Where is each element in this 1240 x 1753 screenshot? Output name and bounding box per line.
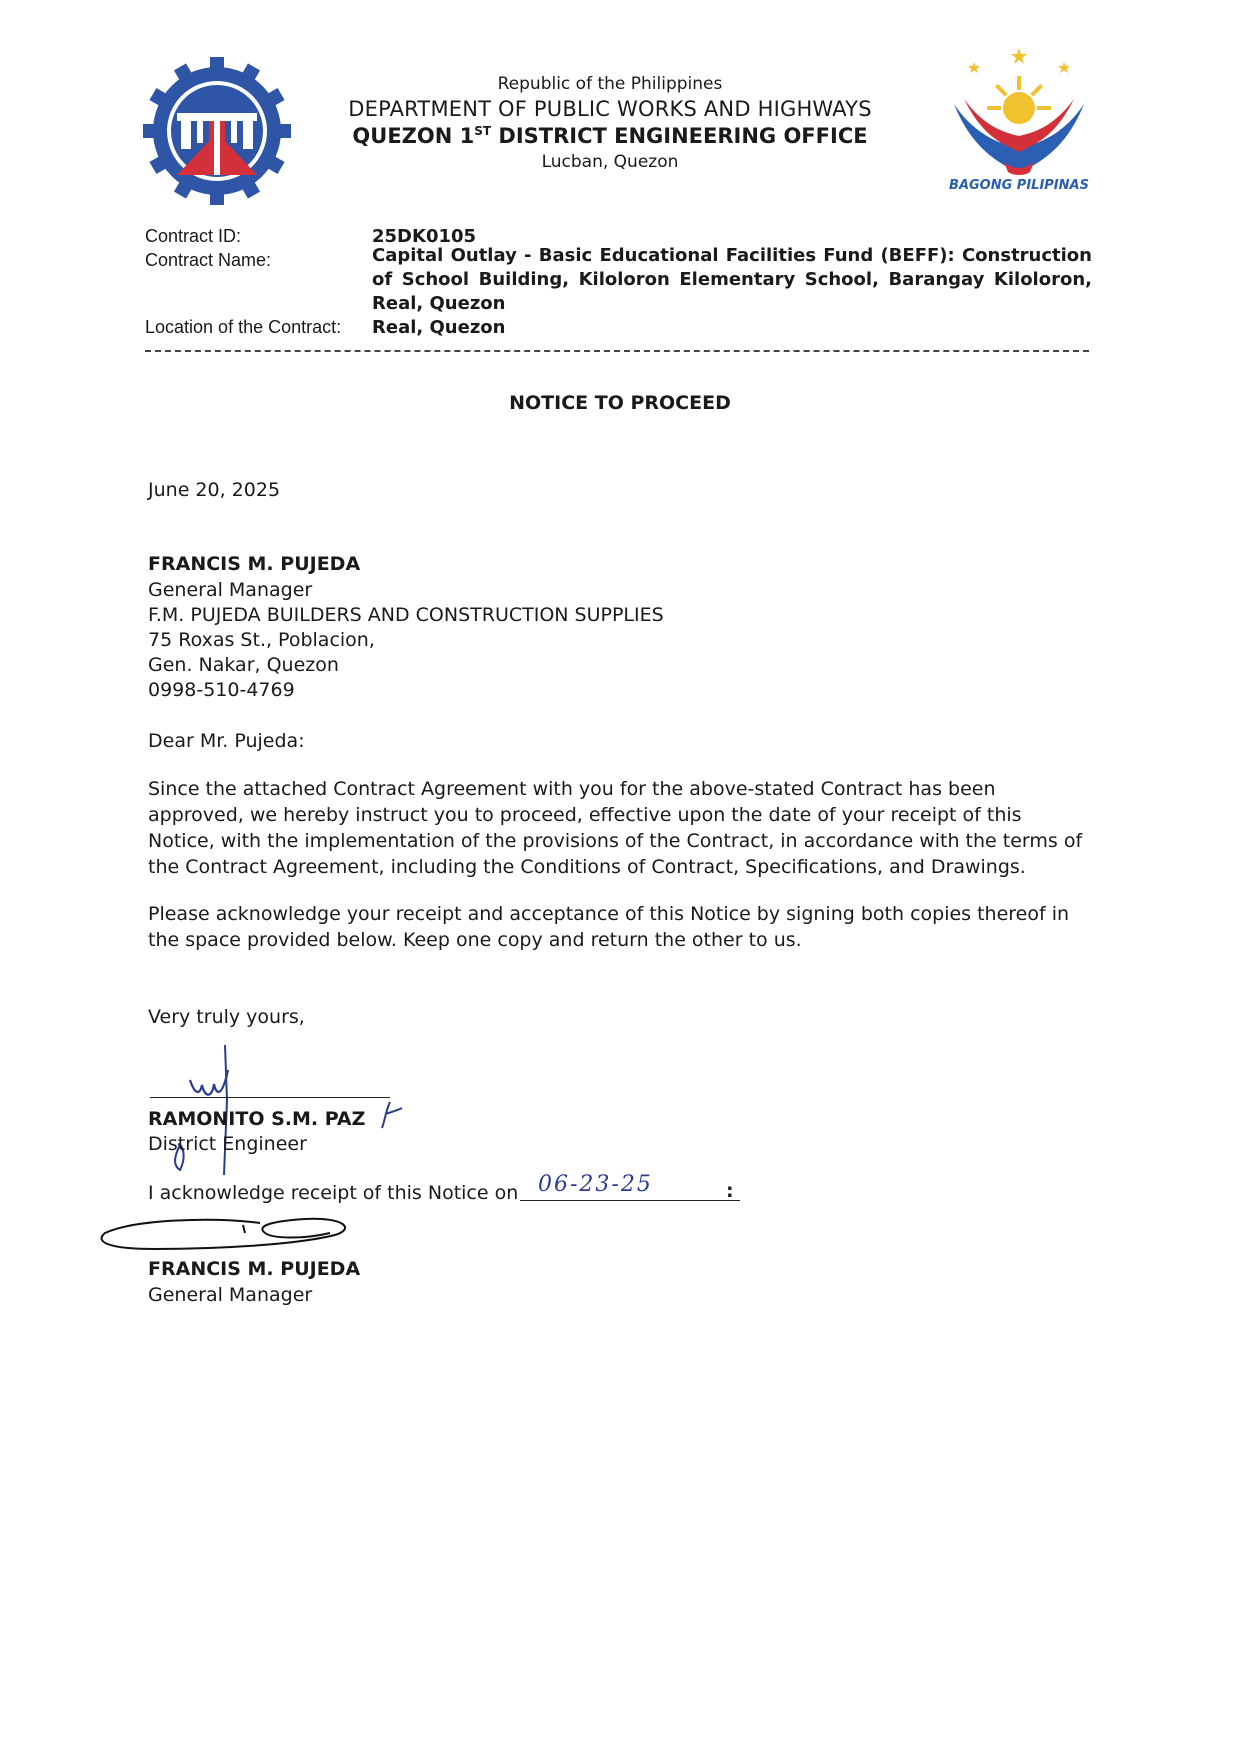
- body-paragraph-2: Please acknowledge your receipt and acceptance of this Notice by signing both copies thereof in the space provided below. Keep one copy and return the other to us.: [148, 903, 1070, 951]
- contract-name-value: Capital Outlay - Basic Educational Facilities Fund (BEFF): Construction of School Building, Kiloloron Elementary School, Barangay Kiloloron, Real, Quezon: [372, 245, 1092, 314]
- salutation: Dear Mr. Pujeda:: [148, 730, 305, 752]
- signatory-position: District Engineer: [148, 1133, 307, 1155]
- republic-line: Republic of the Philippines: [497, 74, 723, 94]
- recipient-address-1: 75 Roxas St., Poblacion,: [148, 629, 375, 651]
- contract-name-label: Contract Name:: [145, 250, 272, 270]
- bagong-pilipinas-caption: BAGONG PILIPINAS: [949, 178, 1089, 193]
- office-location: Lucban, Quezon: [541, 152, 679, 172]
- contractor-position: General Manager: [148, 1284, 313, 1306]
- location-label: Location of the Contract:: [145, 317, 342, 337]
- acknowledgement-end-mark: :: [726, 1180, 734, 1202]
- recipient-name: FRANCIS M. PUJEDA: [148, 553, 361, 575]
- acknowledgement-date-line: [520, 1200, 740, 1201]
- section-divider: [145, 350, 1089, 352]
- recipient-phone: 0998-510-4769: [148, 679, 295, 701]
- dpwh-seal-icon: [140, 56, 295, 206]
- signature-line: [150, 1097, 390, 1098]
- acknowledgement-text: I acknowledge receipt of this Notice on: [148, 1182, 519, 1204]
- notice-title: NOTICE TO PROCEED: [509, 392, 731, 414]
- acknowledgement-date-handwritten: 06-23-25: [538, 1172, 653, 1197]
- contract-id-value: 25DK0105: [372, 226, 477, 247]
- contract-id-label: Contract ID:: [145, 226, 242, 246]
- contractor-name: FRANCIS M. PUJEDA: [148, 1258, 361, 1280]
- body-paragraph-1: Since the attached Contract Agreement with you for the above-stated Contract has been approved, we hereby instruct you to proceed, effective upon the date of your receipt of this Notice, with the implementation of the provisions of the Contract, in accordance with the terms of the Contract Agreement, including the Conditions of Contract, Specifications, and Drawings.: [148, 778, 1083, 878]
- notice-date: June 20, 2025: [148, 479, 281, 501]
- recipient-company: F.M. PUJEDA BUILDERS AND CONSTRUCTION SUPPLIES: [148, 604, 664, 626]
- office-name: QUEZON 1ST DISTRICT ENGINEERING OFFICE: [352, 124, 868, 148]
- location-value: Real, Quezon: [372, 317, 506, 338]
- recipient-position: General Manager: [148, 579, 313, 601]
- department-name: DEPARTMENT OF PUBLIC WORKS AND HIGHWAYS: [348, 97, 872, 121]
- signatory-name: RAMONITO S.M. PAZ: [148, 1108, 366, 1130]
- recipient-address-2: Gen. Nakar, Quezon: [148, 654, 339, 676]
- closing: Very truly yours,: [148, 1006, 305, 1028]
